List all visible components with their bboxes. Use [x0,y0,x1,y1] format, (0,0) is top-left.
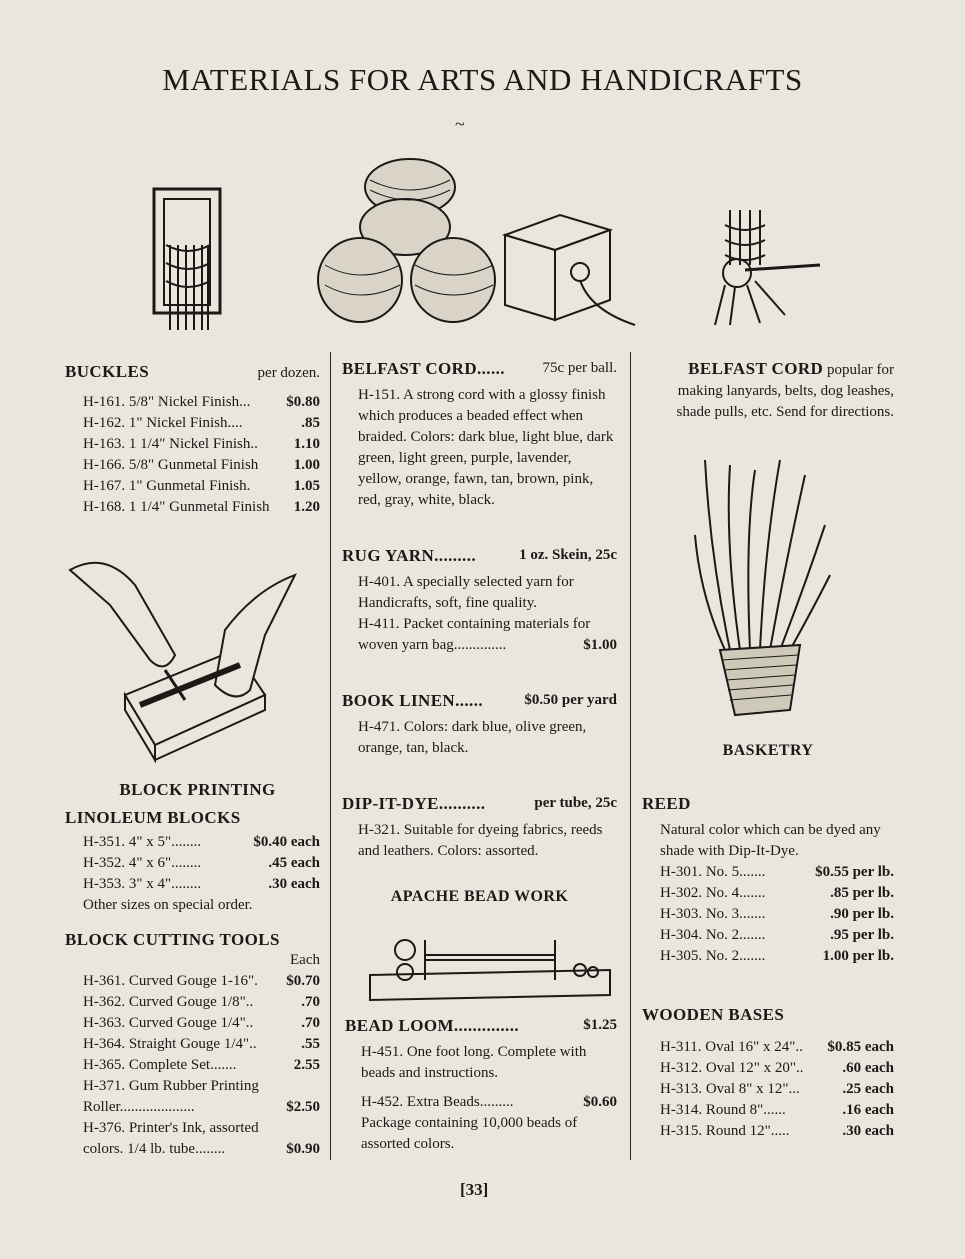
list-item: H-315. Round 12"..... .30 each [660,1123,894,1139]
right-belfast-text: BELFAST CORD popular for making lanyards, belts, dog leashes, shade pulls, etc. Send for directions. [676,359,894,420]
linen-price: $0.50 per yard [524,692,617,708]
belfast-heading: BELFAST CORD...... [342,359,505,378]
buckle-illustration [150,185,225,335]
list-item: H-362. Curved Gouge 1/8".. .70 [83,994,320,1010]
list-item: H-303. No. 3....... .90 per lb. [660,906,894,922]
list-item: H-363. Curved Gouge 1/4".. .70 [83,1015,320,1031]
rug-price: 1 oz. Skein, 25c [519,547,617,563]
column-divider-left [330,352,331,1160]
dye-heading: DIP-IT-DYE.......... [342,794,486,813]
list-item: H-305. No. 2....... 1.00 per lb. [660,948,894,964]
basket-illustration [690,455,835,720]
bases-heading: WOODEN BASES [642,1005,785,1024]
list-item: woven yarn bag.............. $1.00 [358,637,617,653]
list-item: H-304. No. 2....... .95 per lb. [660,927,894,943]
block-printing-section [65,780,320,1160]
reed-heading: REED [642,794,691,813]
lanyard-braid-illustration [705,205,835,330]
list-item: H-353. 3" x 4"........ .30 each [83,876,320,892]
middle-column [342,358,617,906]
list-item: H-302. No. 4....... .85 per lb. [660,885,894,901]
ink-line: H-376. Printer's Ink, assorted [83,1120,259,1136]
rug-packet: H-411. Packet containing materials for [358,616,591,632]
linoleum-note: Other sizes on special order. [83,897,253,913]
loom-price: $1.25 [583,1017,617,1033]
list-item: H-351. 4" x 5"........ $0.40 each [83,834,320,850]
list-item: colors. 1/4 lb. tube........ $0.90 [83,1141,320,1157]
list-item: H-167. 1" Gunmetal Finish. 1.05 [83,478,320,494]
page-title: MATERIALS FOR ARTS AND HANDICRAFTS [162,62,803,97]
list-item: H-312. Oval 12" x 20".. .60 each [660,1060,894,1076]
cord-box-illustration [500,210,640,335]
roller-line: H-371. Gum Rubber Printing [83,1078,259,1094]
linen-heading: BOOK LINEN...... [342,691,484,710]
list-item: H-364. Straight Gouge 1/4".. .55 [83,1036,320,1052]
basketry-heading: BASKETRY [722,742,814,759]
loom-desc: H-451. One foot long. Complete with beads and instructions. [361,1044,587,1081]
list-item: H-311. Oval 16" x 24".. $0.85 each [660,1039,894,1055]
loom-heading: BEAD LOOM.............. [345,1016,520,1035]
list-item: H-365. Complete Set....... 2.55 [83,1057,320,1073]
beads-desc: Package containing 10,000 beads of assorted colors. [361,1115,578,1152]
list-item: H-452. Extra Beads......... $0.60 [361,1094,617,1110]
block-printing-heading: BLOCK PRINTING [119,780,276,799]
dye-desc: H-321. Suitable for dyeing fabrics, reeds and leathers. Colors: assorted. [358,822,603,859]
right-column [642,742,894,1142]
linen-desc: H-471. Colors: dark blue, olive green, orange, tan, black. [358,719,587,756]
list-item: H-162. 1" Nickel Finish.... .85 [83,415,320,431]
bead-loom-illustration [365,930,615,1005]
linoleum-heading: LINOLEUM BLOCKS [65,808,241,827]
apache-heading: APACHE BEAD WORK [390,888,569,905]
list-item: H-314. Round 8"...... .16 each [660,1102,894,1118]
tools-heading: BLOCK CUTTING TOOLS [65,930,280,949]
right-belfast [642,358,894,423]
buckles-heading: BUCKLES [65,362,150,381]
list-item: H-163. 1 1/4" Nickel Finish.. 1.10 [83,436,320,452]
belfast-desc: H-151. A strong cord with a glossy finish which produces a beaded effect when braided. Colors: dark blue, light blue, dark green, light green, purple, lavender, yellow, orange, fawn, tan, brown, pink, red, gray, white, black. [358,387,614,508]
list-item: H-161. 5/8" Nickel Finish... $0.80 [83,394,320,410]
bead-loom-section [345,1015,617,1155]
list-item: H-301. No. 5....... $0.55 per lb. [660,864,894,880]
block-printing-hands-illustration [65,545,300,770]
list-item: Roller.................... $2.50 [83,1099,320,1115]
list-item: H-352. 4" x 6"........ .45 each [83,855,320,871]
rug-heading: RUG YARN......... [342,546,476,565]
cord-balls-illustration [315,155,505,330]
page-number: [33] [460,1180,489,1199]
dye-price: per tube, 25c [534,795,617,811]
ornament: ~ [455,114,465,134]
buckles-unit: per dozen. [257,365,320,381]
list-item: H-361. Curved Gouge 1-16". $0.70 [83,973,320,989]
column-divider-right [630,352,631,1160]
list-item: H-168. 1 1/4" Gunmetal Finish 1.20 [83,499,320,515]
left-column [65,362,320,518]
list-item: H-166. 5/8" Gunmetal Finish 1.00 [83,457,320,473]
tools-each-label: Each [290,952,320,968]
belfast-price: 75c per ball. [542,360,617,376]
rug-desc: H-401. A specially selected yarn for Handicrafts, soft, fine quality. [358,574,574,611]
reed-desc: Natural color which can be dyed any shade with Dip-It-Dye. [660,822,881,859]
list-item: H-313. Oval 8" x 12"... .25 each [660,1081,894,1097]
